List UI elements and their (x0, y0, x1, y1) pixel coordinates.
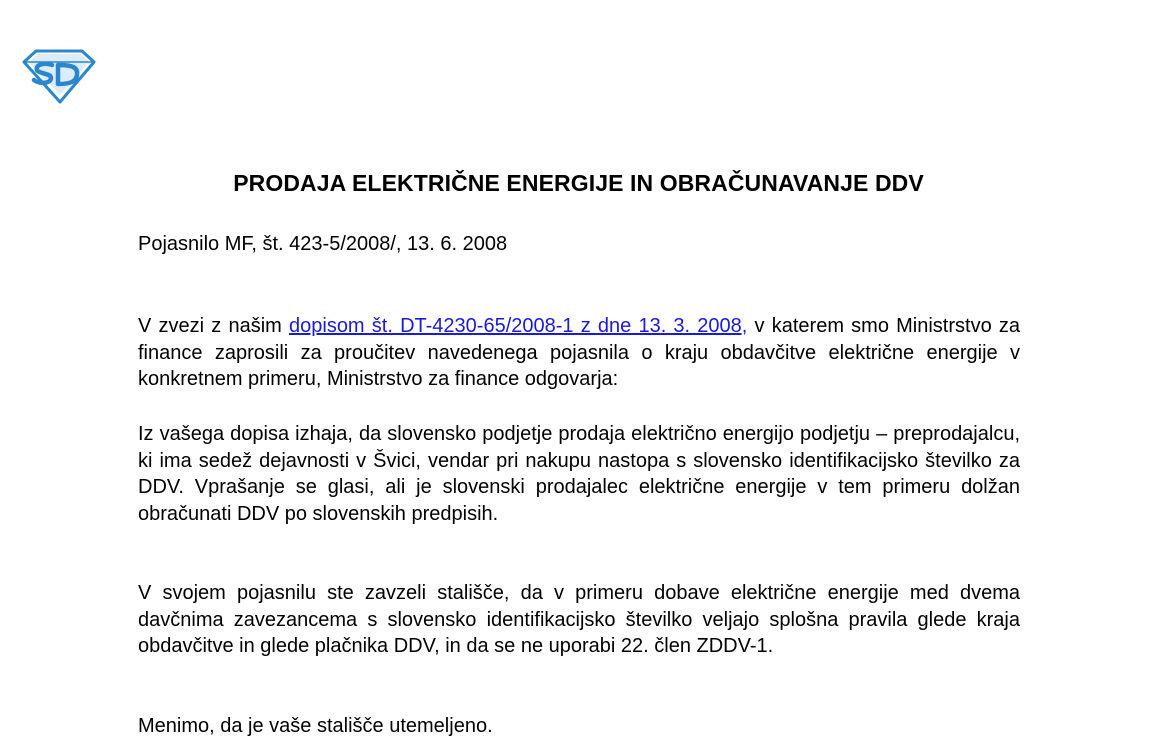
paragraph-conclusion: Menimo, da je vaše stališče utemeljeno. (138, 715, 493, 737)
paragraph-intro-end: v katerem smo Ministrstvo za finance zaprosili za proučitev navedenega pojasnila o kraju obdavčitve električne energije v konkretnem primeru, Ministrstvo za finance odgovarja: (138, 315, 1021, 390)
letter-reference-link[interactable]: dopisom št. DT-4230-65/2008-1 z dne 13. 3. 2008, (289, 315, 748, 337)
paragraph-question: Iz vašega dopisa izhaja, da slovensko podjetje prodaja električno energijo podjetju – preprodajalcu, ki ima sedež dejavnosti v Švici, vendar pri nakupu nastopa s slovensko identifikacijsko številko za DDV. Vprašanje se glasi, ali je slovenski prodajalec električne energije v tem primeru dolžan obračunati DDV po slovenskih predpisih. (138, 423, 1020, 525)
paragraph-intro (138, 313, 1020, 393)
document-title: PRODAJA ELEKTRIČNE ENERGIJE IN OBRAČUNAVANJE DDV (233, 170, 924, 196)
document-subtitle: Pojasnilo MF, št. 423-5/2008/, 13. 6. 2008 (138, 233, 508, 255)
company-logo-icon (22, 48, 96, 104)
paragraph-position: V svojem pojasnilu ste zavzeli stališče, da v primeru dobave električne energije med dvema davčnima zavezancema s slovensko identifikacijsko številko veljajo splošna pravila glede kraja obdavčitve in glede plačnika DDV, in da se ne uporabi 22. člen ZDDV-1. (138, 582, 1020, 657)
paragraph-intro-start: V zvezi z našim (138, 315, 289, 337)
